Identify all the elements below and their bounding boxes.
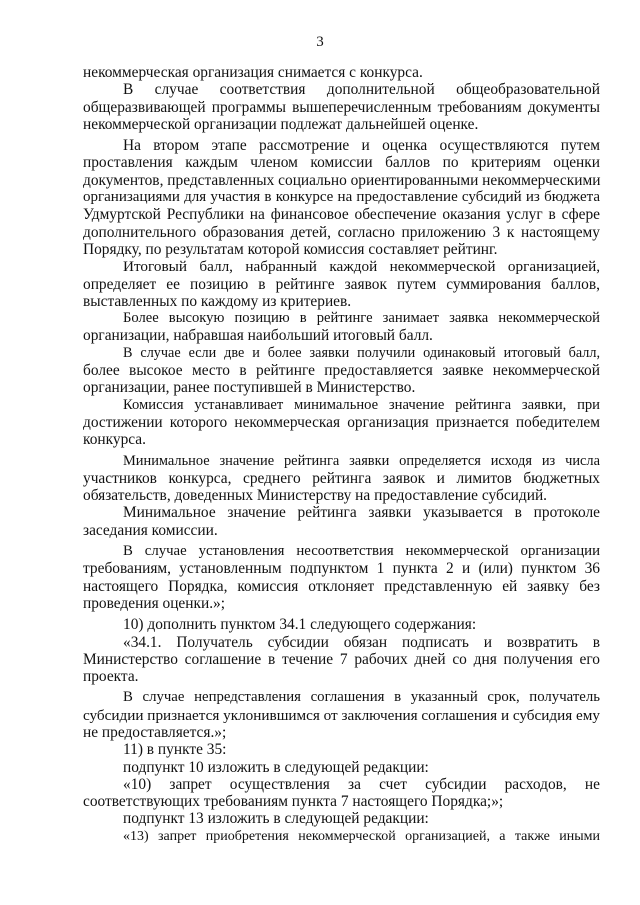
text-line: Более высокую позицию в рейтинге занимает заявка некоммерческой [123,310,600,327]
text-line: В случае если две и более заявки получили одинаковый итоговый балл, [123,344,600,361]
text-line: На втором этапе рассмотрение и оценка осуществляются путем [123,137,600,155]
text-line: подпункт 10 изложить в следующей редакции: [123,758,429,776]
text-line: не предоставляется.»; [83,723,227,741]
text-line: более высокое место в рейтинге предоставляется заявке некоммерческой [83,362,600,380]
text-line: некоммерческая организация снимается с конкурса. [83,64,423,81]
text-line: общеразвивающей программы вышеперечисленным требованиям документы [83,98,600,116]
text-line: требованиям, установленным подпунктом 1 пункта 2 и (или) пунктом 36 [83,560,600,578]
text-line: Итоговый балл, набранный каждой некоммерческой организацией, [123,258,600,276]
text-line: подпункт 13 изложить в следующей редакции: [123,810,429,828]
text-line: В случае установления несоответствия некоммерческой организации [123,543,600,560]
text-line: «13) запрет приобретения некоммерческой организацией, а также иными [123,828,600,844]
text-line: 10) дополнить пунктом 34.1 следующего содержания: [123,616,477,634]
text-line: Министерство соглашение в течение 7 рабочих дней со дня получения его [83,650,600,668]
text-line: соответствующих требованиям пункта 7 настоящего Порядка;»; [83,793,504,811]
text-line: некоммерческой организации подлежат дальнейшей оценке. [83,115,479,133]
text-line: определяет ее позицию в рейтинге заявок путем суммирования баллов, [83,275,600,293]
text-line: настоящего Порядка, комиссия отклоняет представленную ей заявку без [83,577,600,595]
text-line: проведения оценки.»; [83,594,226,612]
text-line: Удмуртской Республики на финансовое обеспечение оказания услуг в сфере [83,206,600,224]
text-line: достижении которого некоммерческая организация признается победителем [83,413,600,431]
text-line: Комиссия устанавливает минимальное значение рейтинга заявки, при [123,396,600,413]
text-line: 11) в пункте 35: [123,741,227,759]
text-line: организации, ранее поступившей в Министерство. [83,379,416,397]
text-line: Минимальное значение рейтинга заявки определяется исходя из числа [123,452,600,469]
text-line: «34.1. Получатель субсидии обязан подписать и возвратить в [123,633,600,651]
text-line: «10) запрет осуществления за счет субсидии расходов, не [123,775,600,793]
text-line: дополнительного образования детей, согласно приложению 3 к настоящему [83,223,600,241]
text-line: организации, набравшая наибольший итоговый балл. [83,327,433,345]
text-line: документов, представленных социально ориентированными некоммерческими [83,171,601,189]
text-line: Порядку, по результатам которой комиссия составляет рейтинг. [83,240,498,258]
text-line: конкурса. [83,431,146,449]
text-line: проекта. [83,668,139,686]
text-line: обязательств, доведенных Министерству на предоставление субсидий. [83,487,548,505]
page-number: 3 [316,34,324,50]
text-line: проставления каждым членом комиссии баллов по критериям оценки [83,154,600,172]
text-line: В случае соответствия дополнительной общеобразовательной [123,81,600,99]
text-line: субсидии признается уклонившимся от заключения соглашения и субсидия ему [83,706,600,724]
text-line: организациями для участия в конкурсе на предоставление субсидий из бюджета [83,189,600,206]
text-line: участников конкурса, среднего рейтинга заявок и лимитов бюджетных [83,469,600,487]
text-line: заседания комиссии. [83,521,218,539]
document-body [83,64,600,845]
text-line: выставленных по каждому из критериев. [83,292,352,310]
text-line: Минимальное значение рейтинга заявки указывается в протоколе [123,504,600,522]
text-line: В случае непредставления соглашения в указанный срок, получатель [123,689,600,706]
